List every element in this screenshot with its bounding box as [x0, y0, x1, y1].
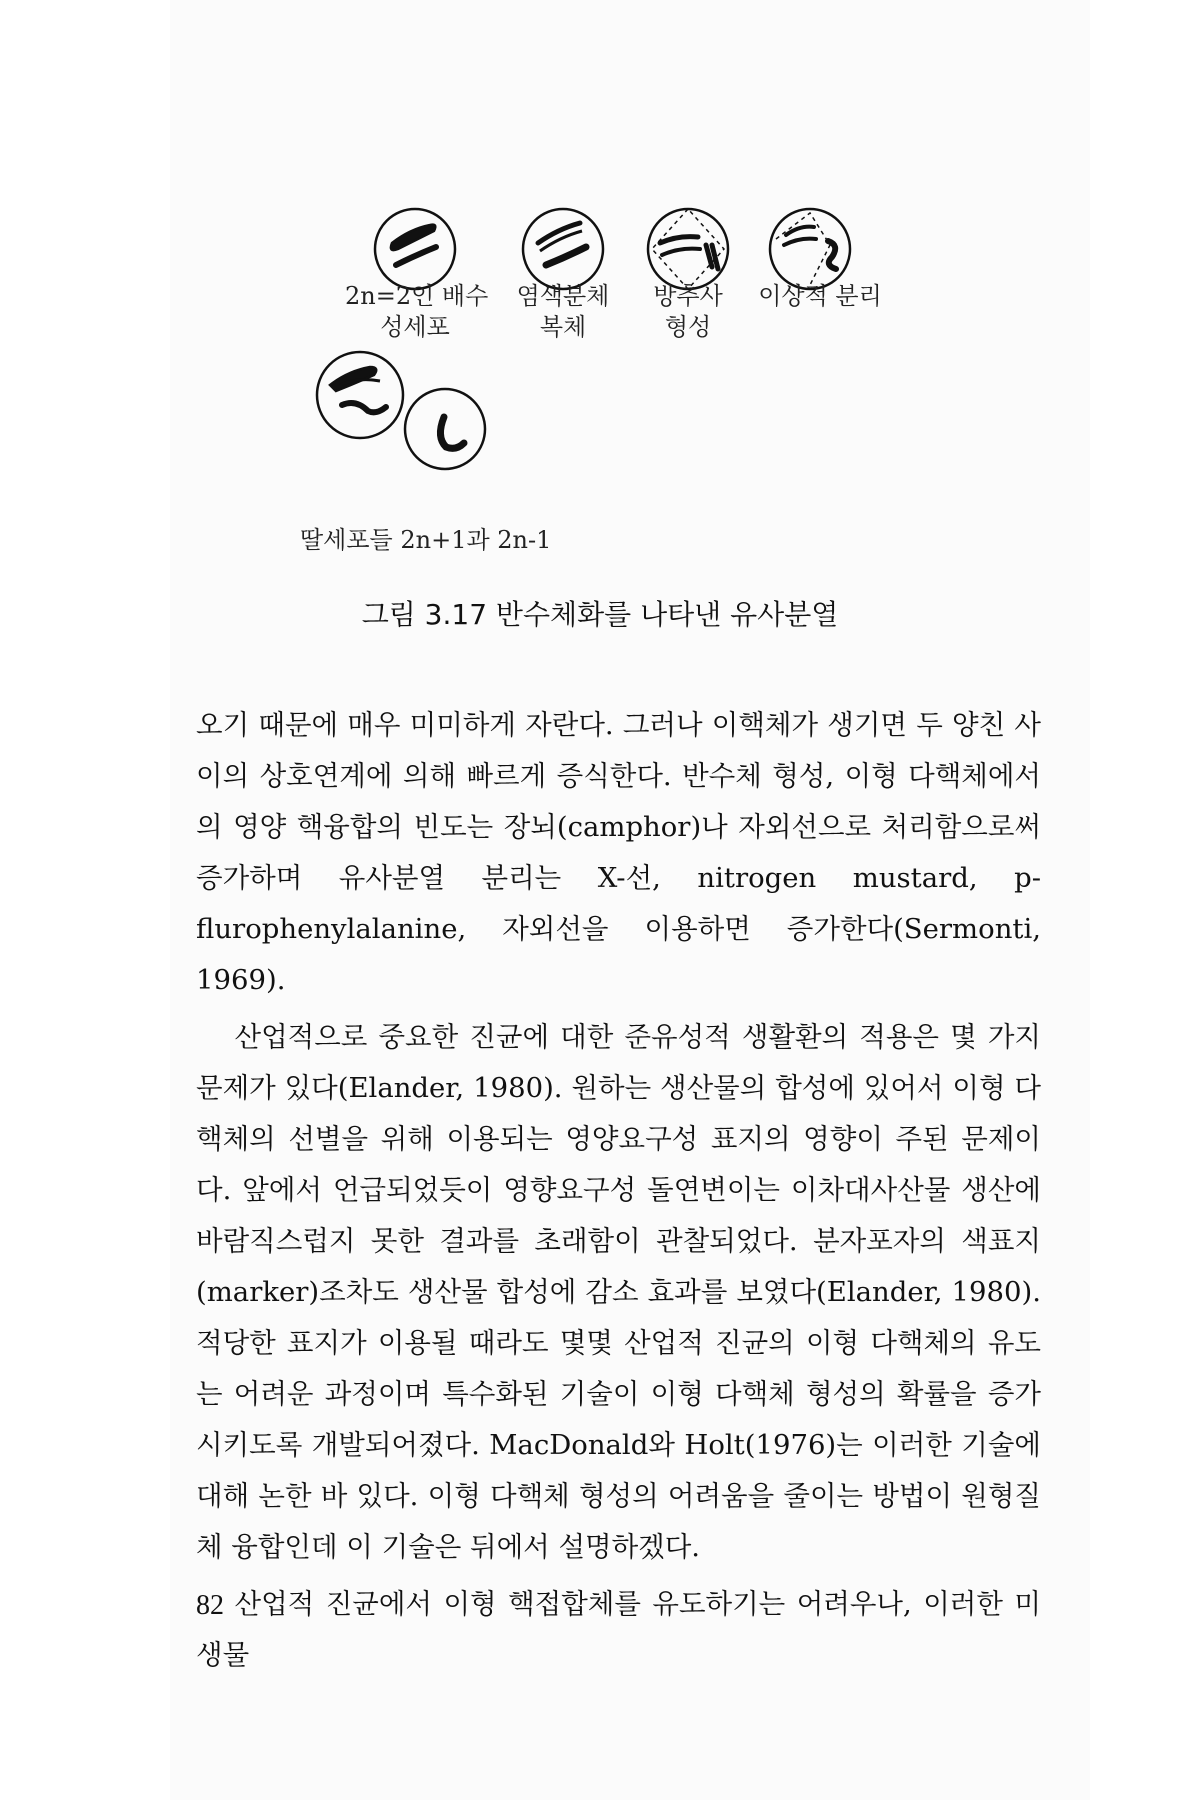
cell-spindle-formation [648, 209, 728, 289]
label-daughter-cells: 딸세포들 2n+1과 2n-1 [300, 526, 552, 554]
daughter-cell-2n-minus-1 [405, 389, 485, 469]
label-spindle-line2: 형성 [664, 313, 712, 341]
body-text [196, 700, 1041, 1681]
label-spindle-line1: 방추사 [653, 282, 723, 310]
page-number: 82 [196, 1590, 224, 1621]
label-abnormal-segregation: 이상적 분리 [758, 282, 882, 310]
mitosis-figure [300, 185, 940, 585]
cell-chromatid-replication [523, 209, 603, 289]
paragraph-2: 산업적으로 중요한 진균에 대한 준유성적 생활환의 적용은 몇 가지 문제가 있다(Elander, 1980). 원하는 생산물의 합성에 있어서 이형 다핵체의 선별을 위해 이용되는 영양요구성 표지의 영향이 주된 문제이다. 앞에서 언급되었듯이 영향요구성 돌연변이는 이차대사산물 생산에 바람직스럽지 못한 결과를 초래함이 관찰되었다. 분자포자의 색표지(marker)조차도 생산물 합성에 감소 효과를 보였다(Elander, 1980). 적당한 표지가 이용될 때라도 몇몇 산업적 진균의 이형 다핵체의 유도는 어려운 과정이며 특수화된 기술이 이형 다핵체 형성의 확률을 증가시키도록 개발되어졌다. MacDonald와 Holt(1976)는 이러한 기술에 대해 논한 바 있다. 이형 다핵체 형성의 어려움을 줄이는 방법이 원형질체 융합인데 이 기술은 뒤에서 설명하겠다. [196, 1021, 1041, 1563]
label-chromatid-line1: 염색분체 [516, 282, 610, 310]
cell-diploid [375, 209, 455, 289]
daughter-cell-2n-plus-1 [317, 352, 403, 438]
cell-abnormal-segregation [770, 209, 850, 289]
label-diploid-line1: 2n=2인 배수 [345, 282, 489, 310]
label-chromatid-line2: 복체 [539, 313, 587, 341]
label-diploid-line2: 성세포 [380, 313, 450, 341]
paragraph-3: 산업적 진균에서 이형 핵접합체를 유도하기는 어려우나, 이러한 미생물 [196, 1588, 1041, 1671]
paragraph-1: 오기 때문에 매우 미미하게 자란다. 그러나 이핵체가 생기면 두 양친 사이의 상호연계에 의해 빠르게 증식한다. 반수체 형성, 이형 다핵체에서의 영양 핵융합의 빈도는 장뇌(camphor)나 자외선으로 처리함으로써 증가하며 유사분열 분리는 X-선, nitrogen mustard, p-flurophenylalanine, 자외선을 이용하면 증가한다(Sermonti, 1969). [196, 709, 1041, 996]
figure-caption: 그림 3.17 반수체화를 나타낸 유사분열 [361, 598, 839, 631]
